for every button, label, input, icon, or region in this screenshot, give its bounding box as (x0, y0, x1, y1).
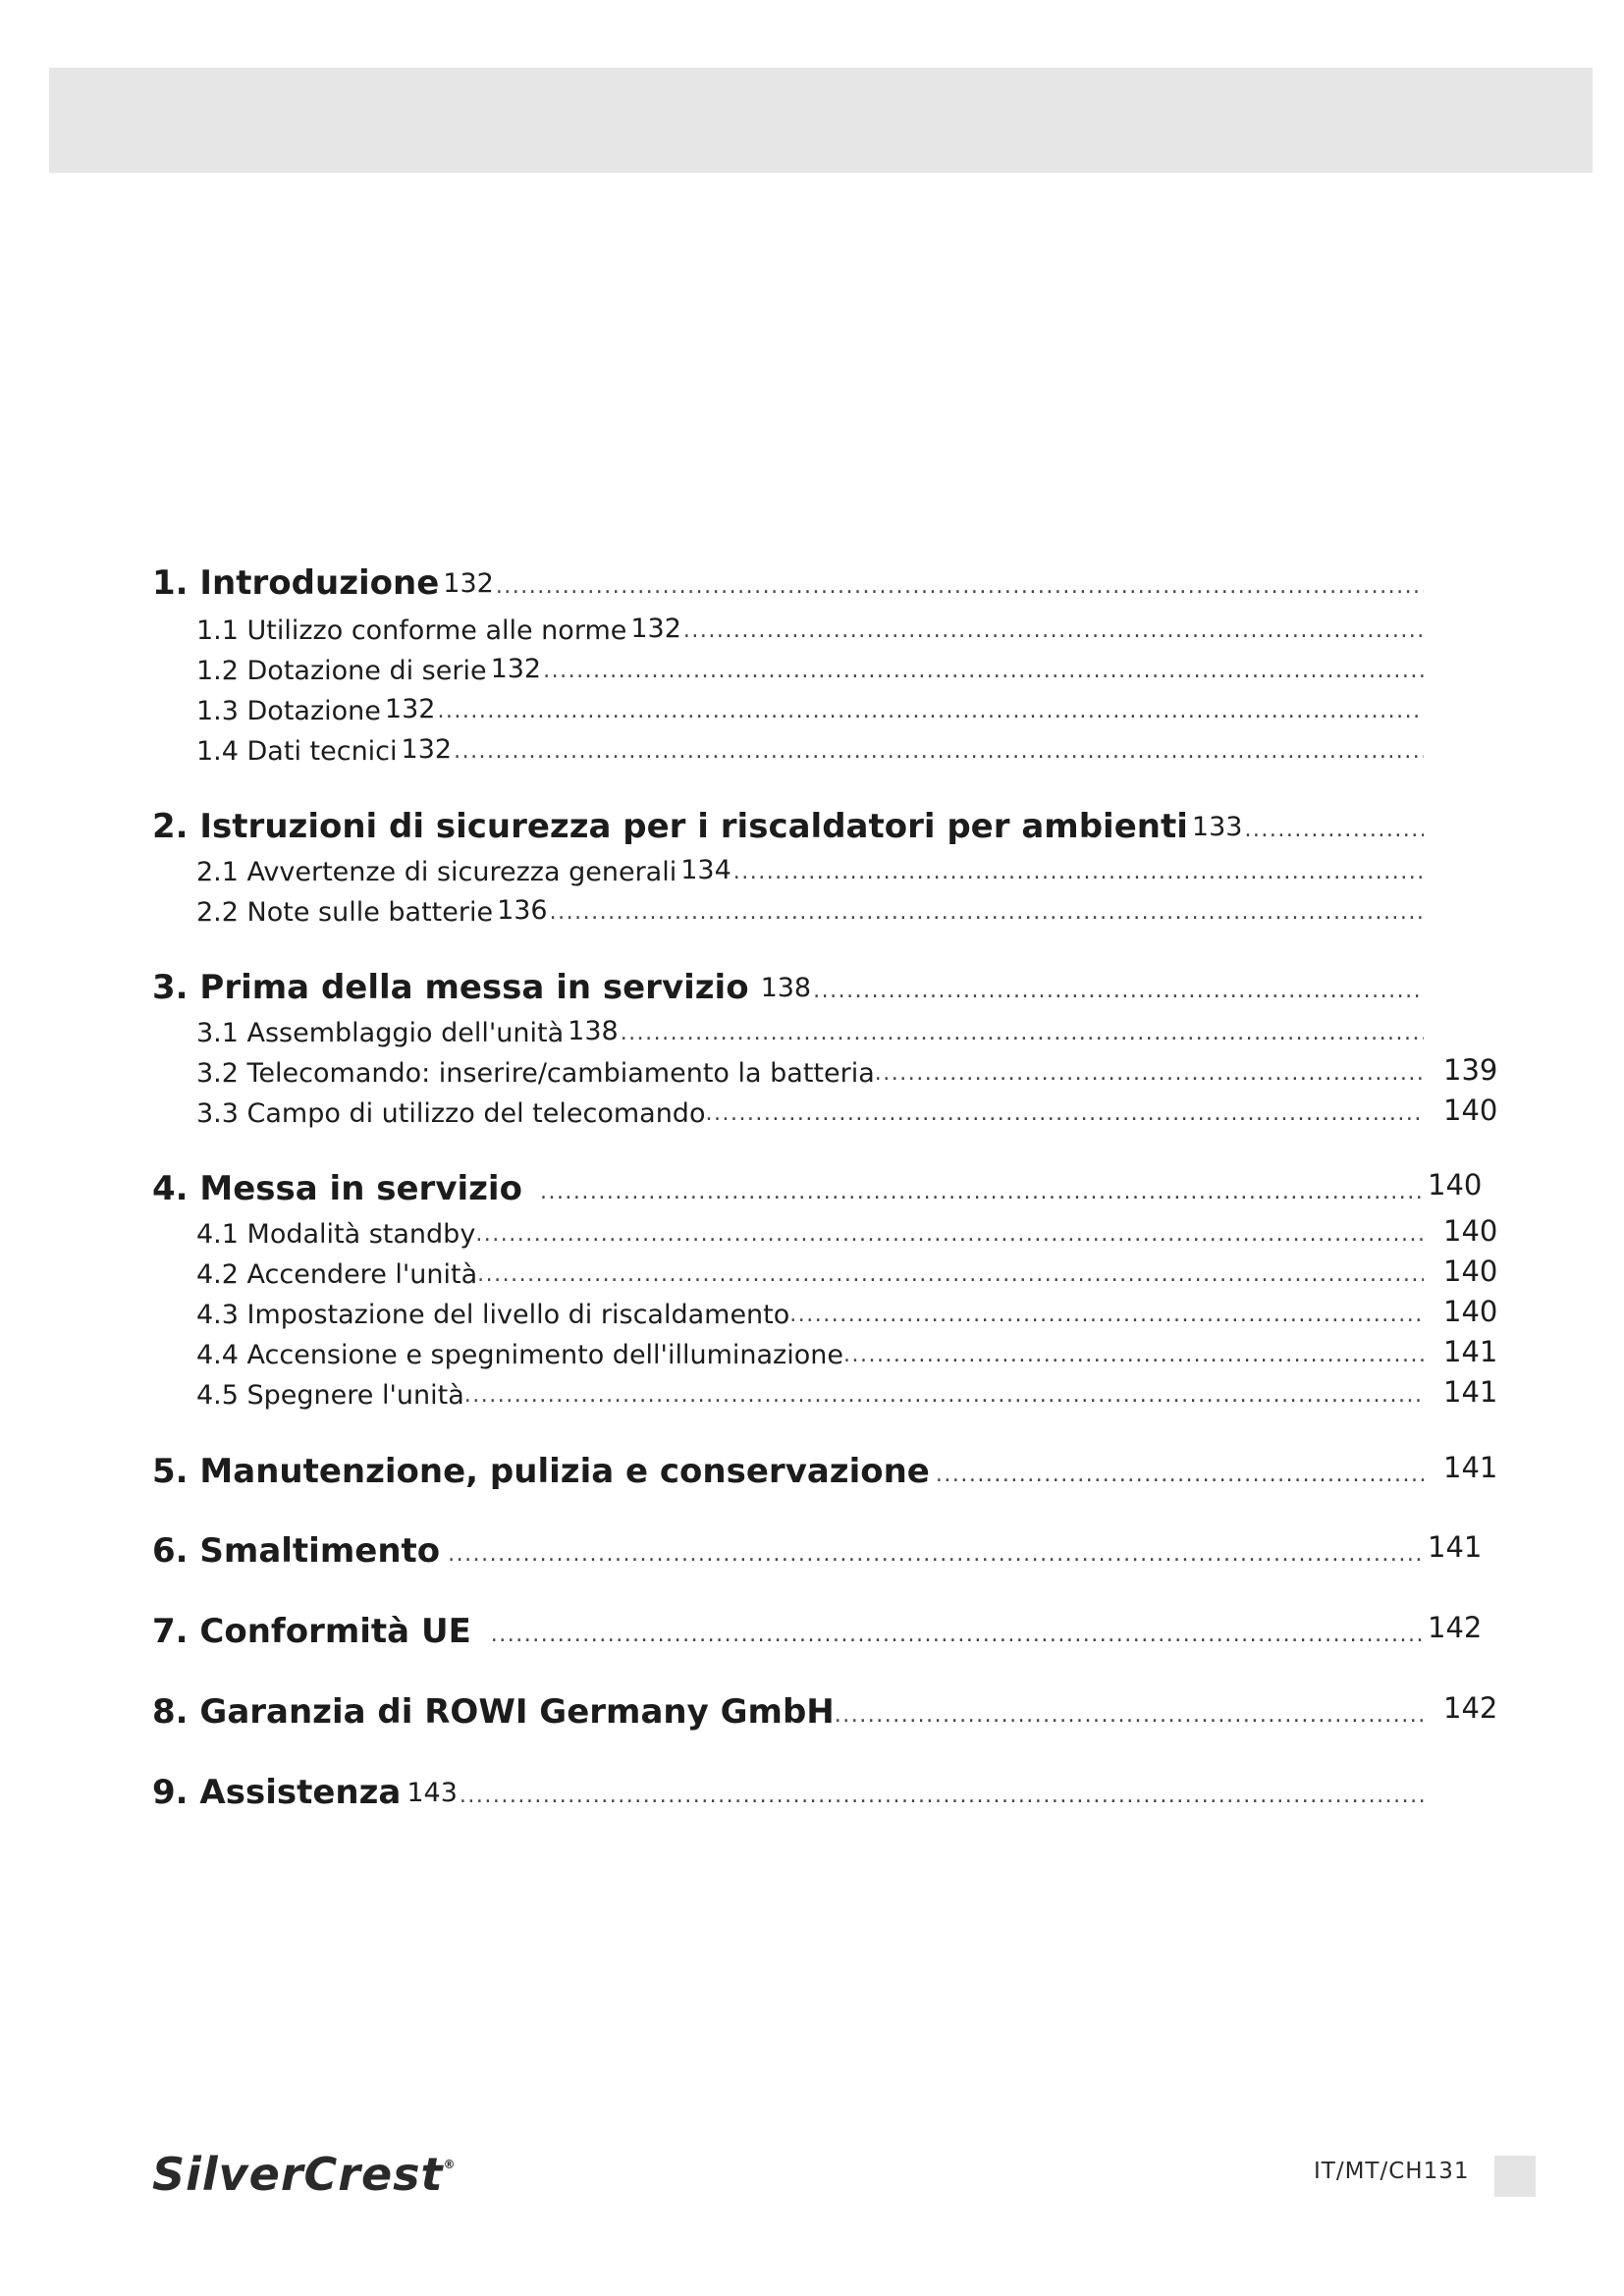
toc-section-2[interactable] (152, 801, 1424, 846)
toc-subsection-3-1[interactable] (196, 1013, 1424, 1048)
toc-entry-label: 3.2 Telecomando: inserire/cambiamento la batteria (196, 1058, 875, 1089)
toc-subsection-1-2[interactable] (196, 651, 1424, 686)
dot-leader (621, 1021, 1424, 1048)
toc-subsection-4-5[interactable] (196, 1375, 1424, 1411)
toc-section-4[interactable] (152, 1163, 1424, 1208)
dot-leader (813, 979, 1424, 1007)
toc-entry-label: 3. Prima della messa in servizio (152, 968, 749, 1007)
toc-entry-page: 141 (1443, 1375, 1498, 1409)
page-marker-box (1494, 2156, 1536, 2197)
toc-entry-page: 140 (1443, 1094, 1498, 1127)
dot-leader (460, 1784, 1424, 1812)
brand-logo (152, 2148, 457, 2201)
toc-section-9[interactable] (152, 1767, 1424, 1812)
toc-entry-label: 4.1 Modalità standby (196, 1219, 476, 1250)
toc-entry-label: 4.5 Spegnere l'unità (196, 1380, 464, 1411)
toc-entry-label: 2.1 Avvertenze di sicurezza generali (196, 857, 677, 887)
toc-entry-page: 133 (1191, 812, 1243, 842)
dot-leader (543, 659, 1424, 686)
toc-entry-page: 141 (1443, 1451, 1498, 1484)
toc-entry-page: 134 (680, 855, 731, 885)
toc-subsection-4-2[interactable] (196, 1255, 1424, 1290)
toc-entry-label: 1.2 Dotazione di serie (196, 656, 487, 686)
toc-entry-page: 140 (1443, 1255, 1498, 1288)
dot-leader (464, 1383, 1424, 1411)
dot-leader (789, 1303, 1424, 1330)
toc-entry-page: 132 (384, 694, 436, 724)
toc-entry-page: 142 (1443, 1691, 1498, 1725)
toc-entry-label: 4. Messa in servizio (152, 1169, 522, 1208)
toc-entry-label: 1. Introduzione (152, 563, 440, 603)
dot-leader (540, 1180, 1424, 1208)
toc-section-3[interactable] (152, 962, 1424, 1007)
registered-mark: ® (443, 2158, 457, 2171)
toc-entry-label: 5. Manutenzione, pulizia e conservazione (152, 1452, 930, 1491)
brand-name: SilverCrest (152, 2148, 444, 2201)
toc-subsection-2-2[interactable] (196, 892, 1424, 928)
toc-entry-page: 132 (443, 568, 494, 599)
toc-entry-page: 138 (760, 973, 812, 1003)
dot-leader (705, 1101, 1424, 1129)
toc-entry-page: 132 (490, 654, 542, 684)
toc-section-1[interactable] (152, 558, 1424, 603)
toc-entry-page: 141 (1428, 1530, 1483, 1564)
toc-entry-label: 4.3 Impostazione del livello di riscaldamento (196, 1300, 790, 1330)
toc-entry-label: 1.1 Utilizzo conforme alle norme (196, 615, 627, 646)
toc-subsection-1-3[interactable] (196, 691, 1424, 726)
toc-subsection-1-4[interactable] (196, 731, 1424, 767)
toc-entry-label: 3.3 Campo di utilizzo del telecomando (196, 1098, 706, 1129)
toc-entry-page: 143 (406, 1778, 458, 1808)
toc-subsection-4-1[interactable] (196, 1214, 1424, 1250)
dot-leader (477, 1262, 1424, 1290)
toc-entry-page: 132 (401, 734, 453, 765)
toc-entry-label: 8. Garanzia di ROWI Germany GmbH (152, 1692, 835, 1732)
toc-entry-label: 4.4 Accensione e spegnimento dell'illuminazione (196, 1340, 843, 1370)
dot-leader (733, 860, 1424, 887)
dot-leader (454, 739, 1424, 767)
toc-entry-label: 1.4 Dati tecnici (196, 736, 398, 767)
dot-leader (843, 1343, 1424, 1370)
toc-entry-page: 140 (1443, 1295, 1498, 1328)
toc-section-6[interactable] (152, 1525, 1424, 1571)
dot-leader (1244, 818, 1424, 846)
toc-subsection-2-1[interactable] (196, 852, 1424, 887)
dot-leader (475, 1222, 1424, 1250)
toc-entry-label: 2.2 Note sulle batterie (196, 897, 494, 928)
toc-entry-page: 132 (630, 614, 681, 644)
toc-section-7[interactable] (152, 1606, 1424, 1651)
dot-leader (835, 1703, 1424, 1732)
toc-entry-page: 140 (1443, 1214, 1498, 1248)
dot-leader (550, 900, 1424, 928)
toc-entry-page: 138 (568, 1016, 619, 1046)
toc-section-8[interactable] (152, 1686, 1424, 1732)
toc-entry-page: 136 (497, 895, 548, 926)
toc-entry-label: 6. Smaltimento (152, 1531, 441, 1571)
toc-entry-label: 3.1 Assemblaggio dell'unità (196, 1018, 565, 1048)
toc-entry-page: 142 (1428, 1611, 1483, 1644)
toc-entry-label: 7. Conformità UE (152, 1612, 471, 1651)
page-number-label: IT/MT/CH131 (1314, 2159, 1470, 2184)
dot-leader (875, 1061, 1424, 1089)
toc-entry-page: 141 (1443, 1335, 1498, 1368)
toc-entry-label: 9. Assistenza (152, 1773, 402, 1812)
toc-entry-label: 4.2 Accendere l'unità (196, 1259, 478, 1290)
dot-leader (491, 1623, 1424, 1651)
toc-subsection-3-3[interactable] (196, 1094, 1424, 1129)
dot-leader (448, 1542, 1424, 1571)
toc-entry-label: 2. Istruzioni di sicurezza per i riscaldatori per ambienti (152, 807, 1188, 846)
toc-entry-label: 1.3 Dotazione (196, 696, 381, 726)
dot-leader (936, 1463, 1424, 1491)
toc-subsection-1-1[interactable] (196, 611, 1424, 646)
dot-leader (437, 699, 1424, 726)
toc-subsection-4-3[interactable] (196, 1295, 1424, 1330)
toc-entry-page: 140 (1428, 1168, 1483, 1201)
toc-entry-page: 139 (1443, 1053, 1498, 1087)
dot-leader (683, 618, 1424, 646)
toc-section-5[interactable] (152, 1446, 1424, 1491)
dot-leader (496, 574, 1424, 603)
toc-subsection-4-4[interactable] (196, 1335, 1424, 1370)
toc-subsection-3-2[interactable] (196, 1053, 1424, 1089)
